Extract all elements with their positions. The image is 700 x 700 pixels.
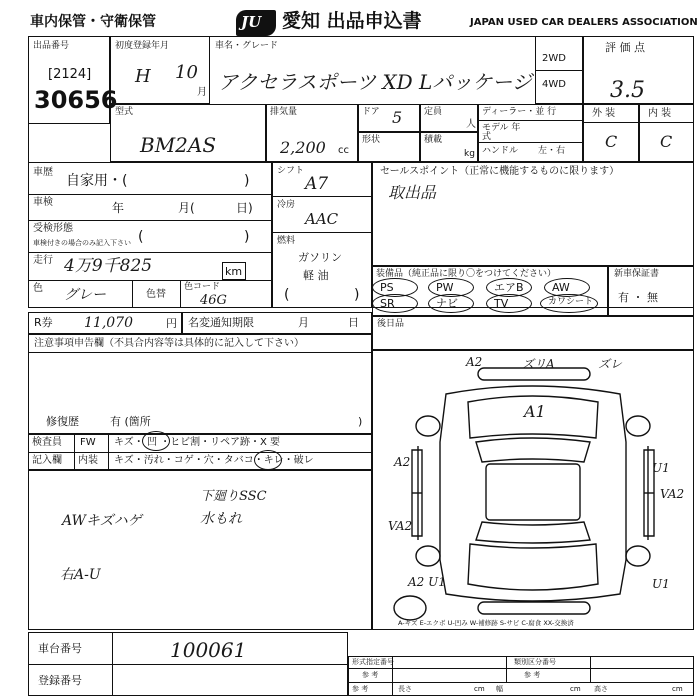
exterior-value: C bbox=[605, 132, 618, 151]
fuel-label: 燃料 bbox=[277, 236, 296, 246]
diagram-mark-va2-left: VA2 bbox=[388, 519, 413, 533]
shift-value: A7 bbox=[305, 174, 329, 194]
in-label: 内装 bbox=[78, 455, 98, 466]
diagram-mark-u1-right: U1 bbox=[652, 461, 670, 475]
sales-point-label: セールスポイント（正常に機能するものに限ります） bbox=[380, 166, 620, 177]
lot-bracket: [2124] bbox=[48, 67, 92, 82]
header-title-left: 車内保管・守衛保管 bbox=[30, 14, 156, 30]
header-org-title: 愛知 出品申込書 bbox=[282, 10, 422, 32]
equipment-item: AW bbox=[552, 281, 570, 294]
height-unit: cm bbox=[672, 685, 683, 693]
history-close: ) bbox=[244, 173, 250, 189]
weight-label: 積載 bbox=[424, 135, 443, 145]
plate-label: 登録番号 bbox=[38, 674, 82, 687]
diagram-mark-a2-left: A2 bbox=[394, 455, 411, 469]
fuel-gasoline: ガソリン bbox=[298, 251, 342, 264]
diagram-mark-a1: A1 bbox=[524, 402, 546, 421]
capacity-label: 定員 bbox=[424, 107, 443, 117]
equipment-circle bbox=[540, 294, 598, 313]
reg-year-value: H bbox=[135, 66, 151, 87]
fw-text: キズ・ 凹 ・ヒビ割・リペア跡・X 要 bbox=[114, 437, 280, 448]
drive-4wd: 4WD bbox=[542, 79, 566, 90]
inspector-label-1: 検査員 bbox=[32, 437, 62, 448]
reg-month-value: 10 bbox=[175, 62, 198, 83]
warranty-options: 有 ・ 無 bbox=[618, 291, 658, 304]
equipment-item: カワシート bbox=[548, 297, 594, 307]
reg-year-label: 初度登録年月 bbox=[115, 41, 170, 51]
color-value: グレー bbox=[64, 287, 106, 303]
door-label: ドア bbox=[362, 107, 380, 117]
diagram-mark-a2u1: A2 U1 bbox=[408, 575, 446, 589]
capacity-unit: 人 bbox=[466, 119, 476, 130]
model-designation-label: 形式指定番号 bbox=[352, 658, 394, 666]
ref-label-2: 参 考 bbox=[524, 671, 541, 679]
length-unit: cm bbox=[474, 685, 485, 693]
sales-point-value: 取出品 bbox=[388, 183, 437, 202]
fuel-diesel: 軽 油 bbox=[303, 269, 329, 282]
handwritten-notes-box bbox=[28, 470, 372, 630]
equipment-item: SR bbox=[380, 297, 395, 310]
notes-box bbox=[28, 334, 372, 434]
displacement-value: 2,200 bbox=[280, 138, 326, 157]
door-value: 5 bbox=[392, 108, 403, 127]
ref-label-3: 参 考 bbox=[352, 685, 369, 693]
recycle-unit: 円 bbox=[166, 317, 177, 330]
inspection-day: 日) bbox=[236, 201, 253, 215]
weight-unit: kg bbox=[464, 149, 475, 159]
equipment-item: TV bbox=[494, 297, 509, 310]
displacement-unit: cc bbox=[338, 145, 349, 156]
warranty-label: 新車保証書 bbox=[614, 269, 660, 279]
lot-number: 30656 bbox=[34, 86, 118, 114]
recycle-value: 11,070 bbox=[84, 315, 133, 331]
equipment-item: PW bbox=[436, 281, 454, 294]
transfer-month: 月 bbox=[298, 316, 309, 329]
note-leak: 水もれ bbox=[200, 511, 242, 527]
diagram-mark-zure: ズレ bbox=[598, 357, 623, 371]
interior-label: 内 装 bbox=[648, 108, 672, 119]
width-label: 幅 bbox=[496, 685, 503, 693]
note-undercarriage: 下廻りSSC bbox=[200, 489, 267, 504]
width-unit: cm bbox=[570, 685, 581, 693]
note-right: 右A-U bbox=[60, 567, 101, 583]
model-label: 型式 bbox=[115, 107, 134, 117]
color-change-label: 色替 bbox=[146, 289, 166, 300]
model-year-label: モデル 年式 bbox=[482, 123, 521, 143]
diagram-mark-va2-right: VA2 bbox=[660, 487, 685, 501]
car-name-label: 車名・グレード bbox=[215, 41, 279, 51]
mileage-label: 走行 bbox=[33, 255, 53, 266]
equipment-circle bbox=[428, 294, 474, 313]
length-label: 長さ bbox=[398, 685, 412, 693]
displacement-label: 排気量 bbox=[270, 107, 298, 117]
history-value: 自家用・( bbox=[66, 173, 128, 189]
equipment-item: PS bbox=[380, 281, 394, 294]
chassis-value: 100061 bbox=[170, 638, 247, 662]
inspection-label: 車検 bbox=[33, 197, 53, 208]
ac-label: 冷房 bbox=[277, 200, 296, 210]
mileage-value: 4万9千825 bbox=[64, 256, 153, 276]
car-name-value: アクセラスポーツ XD Lパッケージ bbox=[218, 70, 532, 94]
repair-value: 有 (箇所 bbox=[110, 415, 151, 428]
inspector-label-2: 記入欄 bbox=[32, 455, 62, 466]
receipt-note: 車検付きの場合のみ記入下さい bbox=[33, 239, 131, 247]
diagram-mark-a2-front: A2 bbox=[466, 355, 483, 369]
shape-label: 形状 bbox=[362, 135, 381, 145]
exterior-label: 外 装 bbox=[592, 108, 616, 119]
handle-options: 左・右 bbox=[538, 146, 566, 156]
category-label: 類別区分番号 bbox=[514, 658, 556, 666]
repair-label: 修復歴 bbox=[46, 415, 79, 428]
note-aw-scratch: AWキズハゲ bbox=[62, 513, 142, 529]
color-label: 色 bbox=[33, 283, 43, 294]
ju-logo: JU bbox=[236, 10, 276, 36]
mileage-unit: km bbox=[225, 265, 243, 278]
shift-label: シフト bbox=[277, 166, 305, 176]
diagram-box bbox=[372, 350, 694, 630]
diagram-mark-zuri: ズリA bbox=[522, 357, 555, 371]
chassis-label: 車台番号 bbox=[38, 642, 82, 655]
in-text: キズ・汚れ・コゲ・穴・タバコ・キレ・破レ bbox=[114, 455, 314, 466]
reg-month-unit: 月 bbox=[197, 87, 207, 98]
inspection-year: 年 bbox=[112, 201, 125, 215]
height-label: 高さ bbox=[594, 685, 608, 693]
notes-label: 注意事項申告欄（不具合内容等は具体的に記入して下さい） bbox=[34, 338, 304, 349]
dealer-label: ディーラー・並 行 bbox=[482, 107, 557, 117]
equipment-circle bbox=[486, 294, 532, 313]
sales-point-box bbox=[372, 162, 694, 266]
score-value: 3.5 bbox=[610, 78, 645, 103]
fw-label: FW bbox=[80, 437, 96, 448]
transfer-label: 名変通知期限 bbox=[188, 316, 254, 329]
repair-close: ) bbox=[358, 415, 363, 428]
aftermarket-box bbox=[372, 316, 694, 350]
history-label: 車歴 bbox=[33, 167, 53, 178]
interior-value: C bbox=[660, 132, 673, 151]
equipment-item: ナビ bbox=[436, 297, 458, 310]
equipment-item: エアB bbox=[494, 281, 524, 294]
inspection-month: 月( bbox=[178, 201, 195, 215]
equipment-label: 装備品（純正品に限り〇をつけてください） bbox=[376, 269, 557, 279]
model-value: BM2AS bbox=[140, 133, 217, 157]
ref-label-1: 参 考 bbox=[362, 671, 379, 679]
score-label: 評 価 点 bbox=[605, 41, 645, 54]
color-code-value: 46G bbox=[200, 293, 227, 308]
equipment-circle bbox=[372, 294, 418, 313]
transfer-day: 日 bbox=[348, 316, 359, 329]
diagram-legend: A-キズ E-エクボ U-凹み W-補修跡 S-サビ C-腐食 XX-交換済 bbox=[398, 619, 574, 627]
color-code-label: 色コード bbox=[184, 282, 221, 292]
aftermarket-label: 後日品 bbox=[377, 319, 405, 329]
recycle-label: R券 bbox=[34, 316, 53, 329]
receipt-label: 受検形態 bbox=[33, 223, 73, 234]
drive-2wd: 2WD bbox=[542, 53, 566, 64]
diagram-mark-u1-rear: U1 bbox=[652, 577, 670, 591]
handle-label: ハンドル bbox=[482, 146, 519, 156]
header-org-title-en: JAPAN USED CAR DEALERS ASSOCIATION bbox=[470, 17, 698, 28]
ac-value: AAC bbox=[305, 210, 339, 228]
lot-label: 出品番号 bbox=[33, 41, 70, 51]
